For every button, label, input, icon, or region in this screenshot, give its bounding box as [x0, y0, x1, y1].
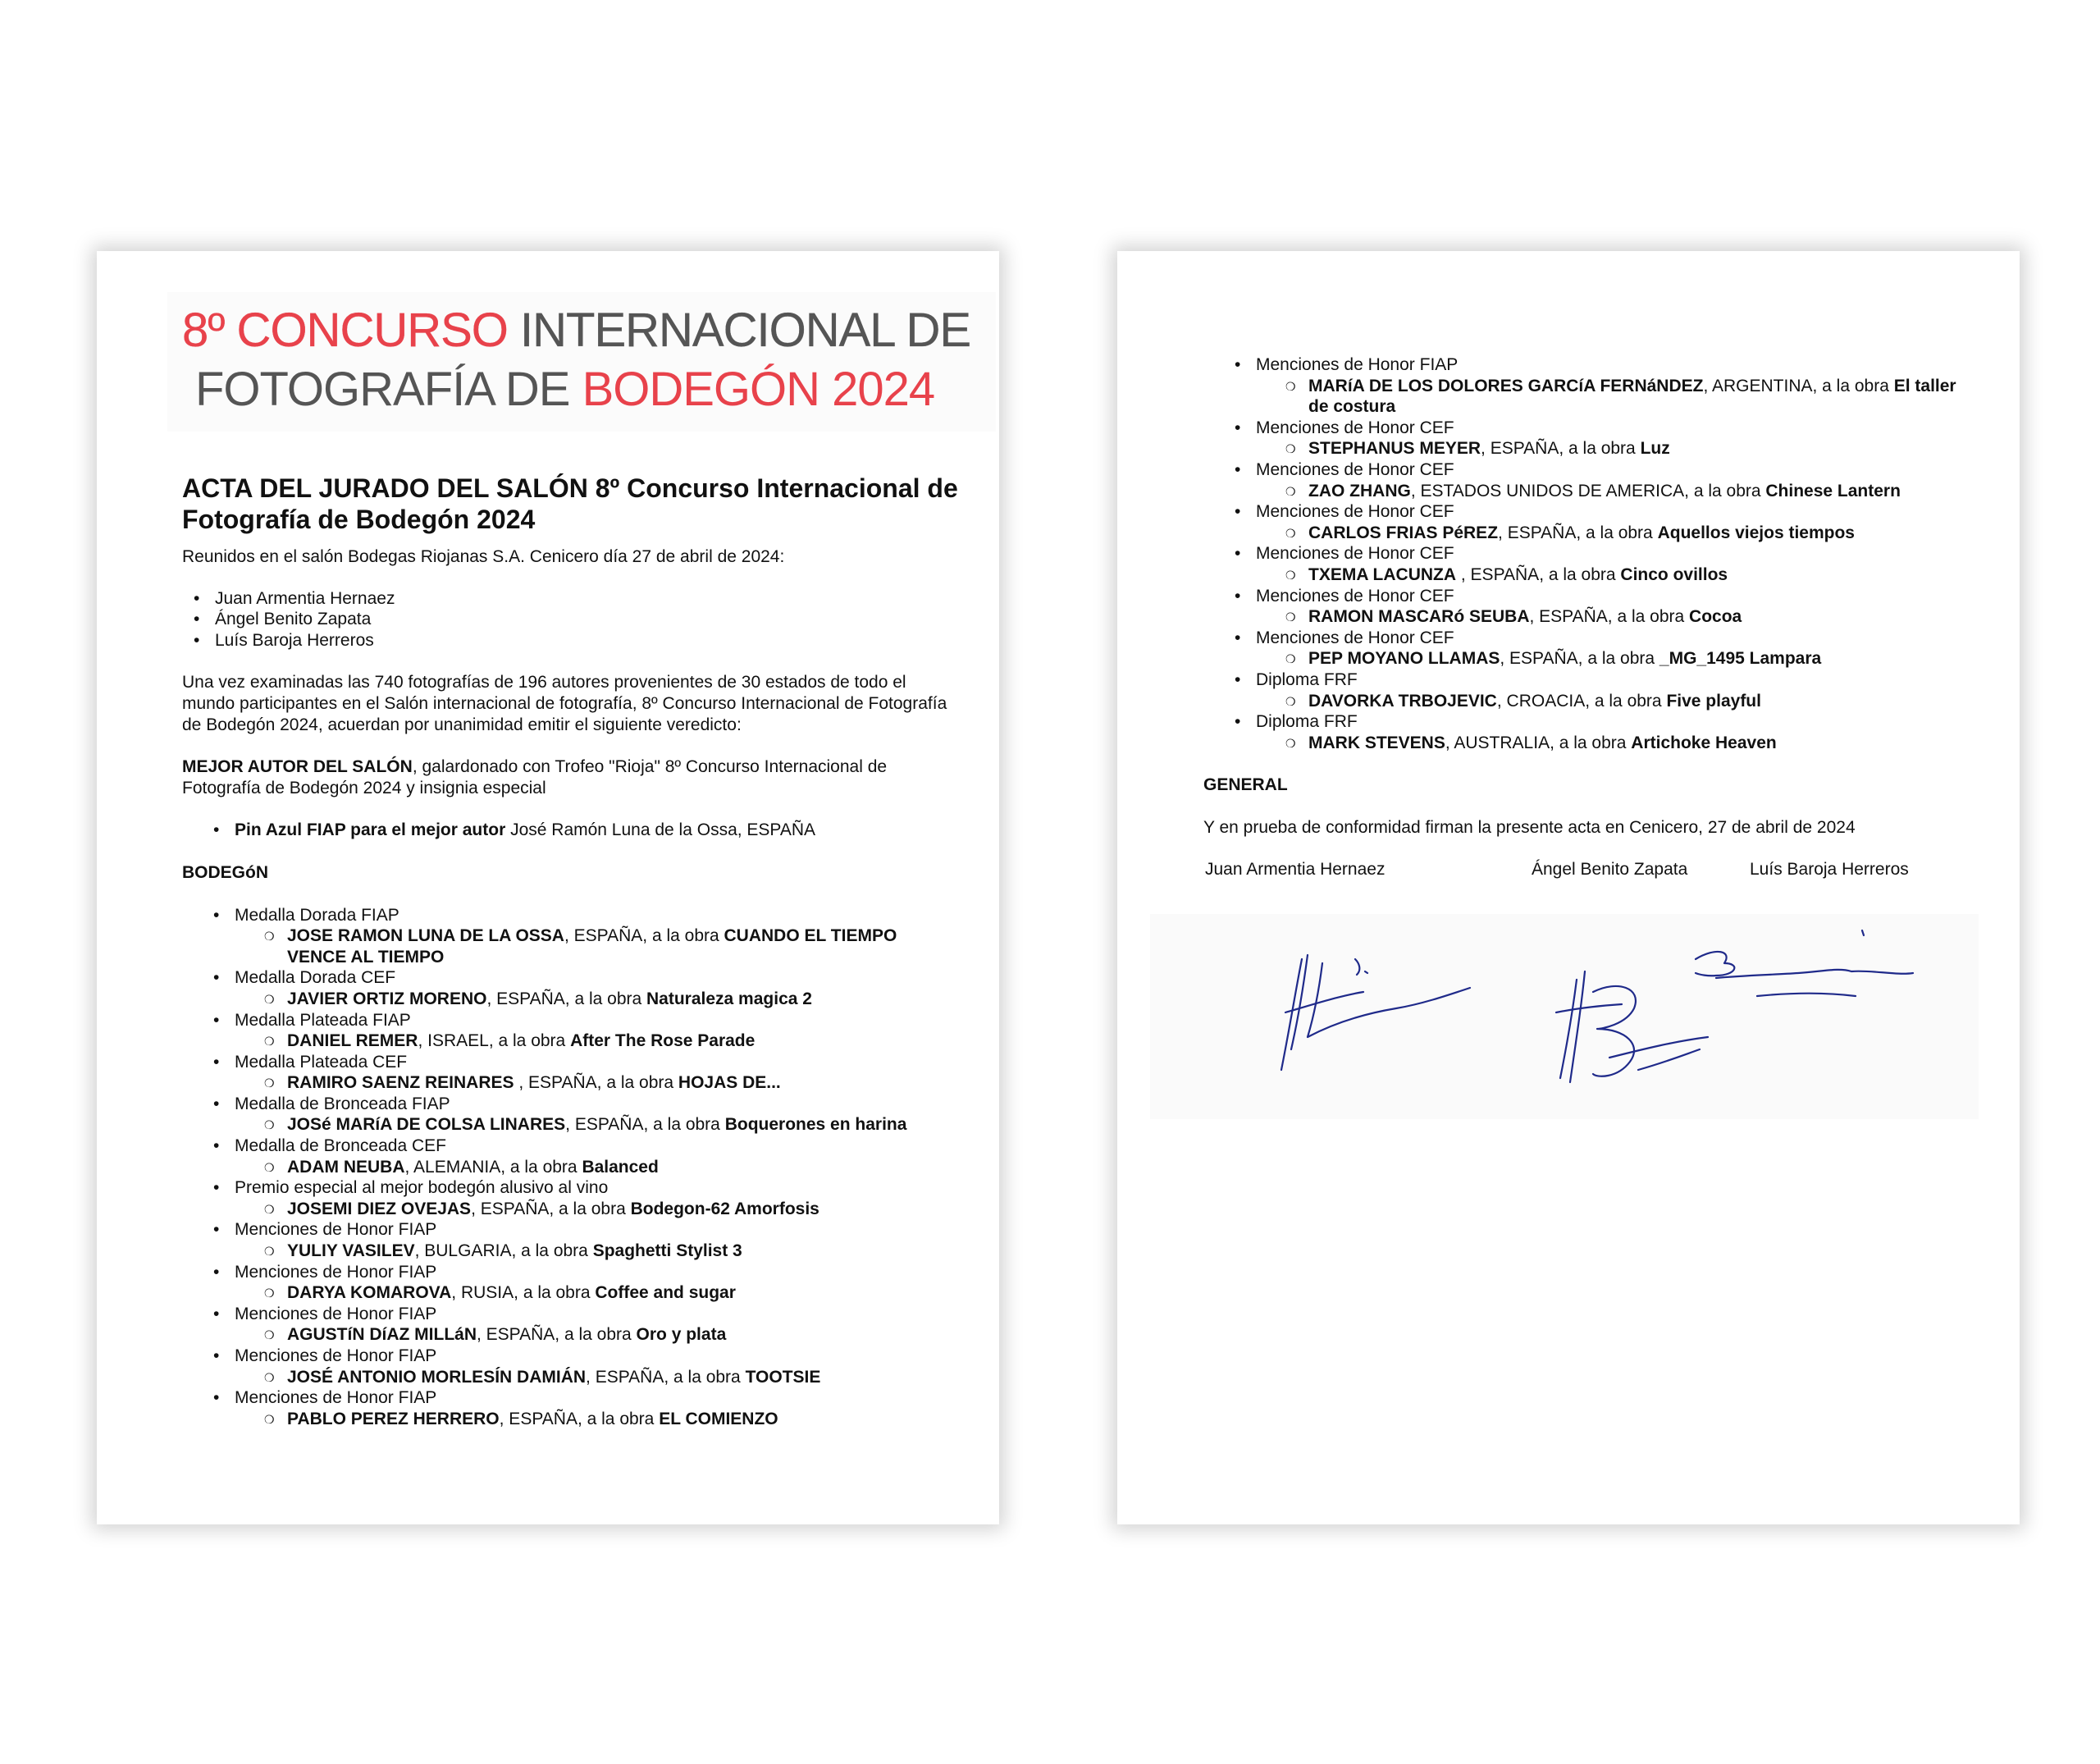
signature-stroke	[1638, 1049, 1700, 1070]
signature-stroke	[1355, 959, 1359, 975]
signature-stroke	[1862, 930, 1864, 935]
work-title: CUANDO EL TIEMPO VENCE AL TIEMPO	[287, 926, 897, 967]
jury-member: • Juan Armentia Hernaez	[215, 588, 958, 610]
award-item	[182, 1010, 958, 1052]
award-item	[1203, 628, 1979, 669]
award-winner	[235, 1114, 958, 1136]
winner-name: JOSE RAMON LUNA DE LA OSSA	[287, 926, 564, 946]
winner-name: STEPHANUS MEYER	[1308, 439, 1481, 459]
signature-stroke	[1716, 970, 1913, 978]
award-winner	[235, 989, 958, 1010]
winner-name: JOSEMI DIEZ OVEJAS	[287, 1199, 472, 1218]
winner-country: , BULGARIA, a la obra	[414, 1241, 593, 1261]
winner-country: , ESTADOS UNIDOS DE AMERICA, a la obra	[1410, 481, 1766, 500]
award-item	[1203, 543, 1979, 585]
winner-country: , ESPAÑA, a la obra	[1529, 607, 1690, 627]
award-item	[1203, 418, 1979, 459]
winner-country: , CROACIA, a la obra	[1496, 691, 1667, 711]
winner-country: , ISRAEL, a la obra	[418, 1031, 571, 1051]
award-category: • Menciones de Honor FIAP	[1256, 354, 1979, 376]
award-category: • Menciones de Honor CEF	[1256, 418, 1979, 439]
document-page-right	[1117, 251, 2020, 1524]
winner-country: , ESPAÑA, a la obra	[1456, 564, 1621, 584]
award-winner	[1256, 438, 1979, 459]
winner-name: JOSé MARíA DE COLSA LINARES	[287, 1115, 566, 1135]
winner-name: ADAM NEUBA	[287, 1157, 405, 1177]
contest-logo	[167, 292, 996, 432]
document-heading: ACTA DEL JURADO DEL SALÓN 8º Concurso Internacional de Fotografía de Bodegón 2024	[182, 473, 958, 534]
right-page-content	[1203, 354, 1979, 880]
winner-country: , RUSIA, a la obra	[451, 1283, 596, 1303]
winner-country: , ESPAÑA, a la obra	[1498, 523, 1658, 542]
work-title: Naturaleza magica 2	[646, 989, 812, 1008]
work-title: Artichoke Heaven	[1631, 733, 1777, 752]
winner-country: , ESPAÑA, a la obra	[486, 989, 647, 1008]
jury-member: • Ángel Benito Zapata	[215, 609, 958, 630]
award-category: • Menciones de Honor CEF	[1256, 459, 1979, 481]
best-author-title: MEJOR AUTOR DEL SALÓN	[182, 757, 413, 777]
award-category: • Menciones de Honor FIAP	[235, 1346, 958, 1367]
winner-name: YULIY VASILEV	[287, 1241, 415, 1261]
award-category: • Menciones de Honor FIAP	[235, 1387, 958, 1409]
winner-name: TXEMA LACUNZA	[1308, 564, 1457, 584]
award-winner	[1256, 606, 1979, 628]
award-winner	[1256, 691, 1979, 712]
award-item	[182, 1219, 958, 1261]
signature-stroke	[1560, 980, 1577, 1078]
work-title: After The Rose Parade	[570, 1031, 756, 1051]
handwritten-signatures	[1150, 914, 1979, 1119]
winner-name: JAVIER ORTIZ MORENO	[287, 989, 487, 1008]
section-title-bodegon: BODEGóN	[182, 862, 268, 882]
jury-member: • Luís Baroja Herreros	[215, 630, 958, 651]
signature-stroke	[1757, 994, 1856, 996]
signer-names	[1203, 859, 1979, 880]
signature-stroke	[1308, 963, 1470, 1037]
award-item	[182, 1346, 958, 1387]
award-category: • Menciones de Honor CEF	[1256, 543, 1979, 564]
closing-text: Y en prueba de conformidad firman la presente acta en Cenicero, 27 de abril de 2024	[1203, 817, 1856, 837]
winner-name: MARíA DE LOS DOLORES GARCíA FERNáNDEZ	[1308, 376, 1704, 395]
awards-list-right	[1203, 354, 1979, 753]
signature-stroke	[1570, 971, 1585, 1082]
award-item	[1203, 586, 1979, 628]
winner-country: , ARGENTINA, a la obra	[1703, 376, 1894, 395]
award-item	[182, 1304, 958, 1346]
signer-name: Juan Armentia Hernaez	[1205, 860, 1386, 880]
signature-stroke	[1593, 986, 1636, 1076]
jury-list	[182, 588, 958, 651]
pin-label: Pin Azul FIAP para el mejor autor	[235, 820, 506, 840]
work-title: Luz	[1640, 439, 1670, 459]
work-title: Spaghetti Stylist 3	[592, 1241, 742, 1261]
work-title: Boquerones en harina	[724, 1115, 907, 1135]
award-item	[182, 905, 958, 968]
section-title-general: GENERAL	[1203, 775, 1288, 795]
signer-name: Ángel Benito Zapata	[1532, 860, 1688, 880]
award-winner	[235, 925, 958, 967]
award-winner	[235, 1157, 958, 1178]
winner-country: , ESPAÑA, a la obra	[564, 926, 724, 946]
award-winner	[235, 1324, 958, 1346]
work-title: Coffee and sugar	[595, 1283, 736, 1303]
award-winner	[235, 1409, 958, 1430]
logo-line2-red: BODEGÓN 2024	[582, 363, 935, 416]
award-item	[182, 1387, 958, 1429]
signature-stroke	[1696, 952, 1734, 976]
award-winner	[235, 1031, 958, 1052]
summary-text: Una vez examinadas las 740 fotografías de 196 autores provenientes de 30 estados de todo el mundo participantes en el Salón internacional de fotografía, 8º Concurso Internacional de Fotografía de Bodegón 2024, acuerdan por unanimidad emitir el siguiente veredicto:	[182, 673, 947, 734]
work-title: El taller de costura	[1308, 376, 1956, 417]
work-title: TOOTSIE	[745, 1367, 821, 1387]
award-item	[1203, 501, 1979, 543]
award-winner	[235, 1072, 958, 1094]
award-category: • Menciones de Honor CEF	[1256, 628, 1979, 649]
award-item	[182, 1136, 958, 1177]
signature-stroke	[1365, 971, 1367, 973]
winner-name: DANIEL REMER	[287, 1031, 418, 1051]
award-item	[182, 1052, 958, 1094]
logo-line1-red: 8º CONCURSO	[182, 304, 508, 357]
award-category: • Medalla Plateada FIAP	[235, 1010, 958, 1031]
work-title: EL COMIENZO	[659, 1409, 778, 1428]
award-item	[182, 1177, 958, 1219]
award-winner	[1256, 564, 1979, 586]
award-item	[1203, 459, 1979, 501]
work-title: Balanced	[582, 1157, 659, 1177]
logo-line2-gray: FOTOGRAFÍA DE	[195, 363, 582, 416]
award-winner	[1256, 481, 1979, 502]
award-winner	[1256, 376, 1979, 418]
best-author-text: , galardonado con Trofeo "Rioja" 8º Concurso Internacional de Fotografía de Bodegón 2024 y insignia especial	[182, 757, 888, 797]
signature-stroke	[1285, 992, 1363, 1012]
winner-name: DAVORKA TRBOJEVIC	[1308, 691, 1497, 711]
winner-country: , ESPAÑA, a la obra	[1500, 649, 1659, 669]
award-category: • Diploma FRF	[1256, 711, 1979, 733]
best-author-paragraph	[182, 756, 958, 798]
award-category: • Medalla Dorada FIAP	[235, 905, 958, 926]
work-title: Bodegon-62 Amorfosis	[630, 1199, 819, 1218]
award-category: • Medalla de Bronceada CEF	[235, 1136, 958, 1157]
work-title: Cinco ovillos	[1620, 564, 1728, 584]
work-title: HOJAS DE...	[678, 1073, 781, 1093]
winner-name: MARK STEVENS	[1308, 733, 1445, 752]
winner-name: RAMIRO SAENZ REINARES	[287, 1073, 514, 1093]
award-winner	[235, 1282, 958, 1304]
award-winner	[235, 1367, 958, 1388]
winner-country: , ALEMANIA, a la obra	[404, 1157, 582, 1177]
winner-country: , AUSTRALIA, a la obra	[1445, 733, 1632, 752]
winner-country: , ESPAÑA, a la obra	[586, 1367, 746, 1387]
work-title: Cocoa	[1689, 607, 1742, 627]
award-item	[1203, 669, 1979, 711]
document-page-left	[97, 251, 999, 1524]
winner-country: , ESPAÑA, a la obra	[565, 1115, 725, 1135]
winner-country: , ESPAÑA, a la obra	[477, 1325, 637, 1345]
winner-name: PEP MOYANO LLAMAS	[1308, 649, 1500, 669]
award-category: • Medalla de Bronceada FIAP	[235, 1094, 958, 1115]
awards-list-left	[182, 905, 958, 1430]
award-item	[182, 1094, 958, 1136]
signature-stroke	[1609, 1037, 1708, 1058]
work-title: Chinese Lantern	[1765, 481, 1901, 500]
winner-name: CARLOS FRIAS PéREZ	[1308, 523, 1499, 542]
signatures-area	[1150, 914, 1979, 1119]
winner-country: , ESPAÑA, a la obra	[1481, 439, 1641, 459]
award-winner	[1256, 733, 1979, 754]
award-category: • Menciones de Honor FIAP	[235, 1304, 958, 1325]
award-winner	[1256, 648, 1979, 669]
award-category: • Medalla Plateada CEF	[235, 1052, 958, 1073]
winner-name: DARYA KOMAROVA	[287, 1283, 452, 1303]
award-item	[1203, 354, 1979, 418]
award-winner	[235, 1199, 958, 1220]
signature-stroke	[1556, 1004, 1622, 1012]
winner-name: RAMON MASCARó SEUBA	[1308, 607, 1530, 627]
winner-name: ZAO ZHANG	[1308, 481, 1411, 500]
winner-name: AGUSTíN DíAZ MILLáN	[287, 1325, 477, 1345]
winner-country: , ESPAÑA, a la obra	[471, 1199, 631, 1218]
award-category: • Medalla Dorada CEF	[235, 967, 958, 989]
pin-winner: José Ramón Luna de la Ossa, ESPAÑA	[505, 820, 816, 840]
award-winner	[235, 1241, 958, 1262]
work-title: Five playful	[1666, 691, 1761, 711]
winner-name: JOSÉ ANTONIO MORLESÍN DAMIÁN	[287, 1367, 587, 1387]
award-winner	[1256, 523, 1979, 544]
award-item	[182, 1262, 958, 1304]
winner-country: , ESPAÑA, a la obra	[514, 1073, 678, 1093]
logo-line1-gray: INTERNACIONAL DE	[507, 304, 971, 357]
award-item	[1203, 711, 1979, 753]
award-category: • Premio especial al mejor bodegón alusivo al vino	[235, 1177, 958, 1199]
intro-text: Reunidos en el salón Bodegas Riojanas S.A. Cenicero día 27 de abril de 2024:	[182, 547, 785, 566]
pin-award	[182, 820, 958, 841]
left-page-content	[182, 473, 958, 1429]
award-category: • Menciones de Honor FIAP	[235, 1219, 958, 1241]
work-title: Aquellos viejos tiempos	[1657, 523, 1855, 542]
award-category: • Menciones de Honor CEF	[1256, 501, 1979, 523]
award-category: • Menciones de Honor CEF	[1256, 586, 1979, 607]
work-title: _MG_1495 Lampara	[1659, 649, 1822, 669]
work-title: Oro y plata	[636, 1325, 727, 1345]
winner-name: PABLO PEREZ HERRERO	[287, 1409, 500, 1428]
winner-country: , ESPAÑA, a la obra	[499, 1409, 660, 1428]
award-category: • Menciones de Honor FIAP	[235, 1262, 958, 1283]
award-item	[182, 967, 958, 1009]
signer-name: Luís Baroja Herreros	[1750, 860, 1909, 880]
award-category: • Diploma FRF	[1256, 669, 1979, 691]
